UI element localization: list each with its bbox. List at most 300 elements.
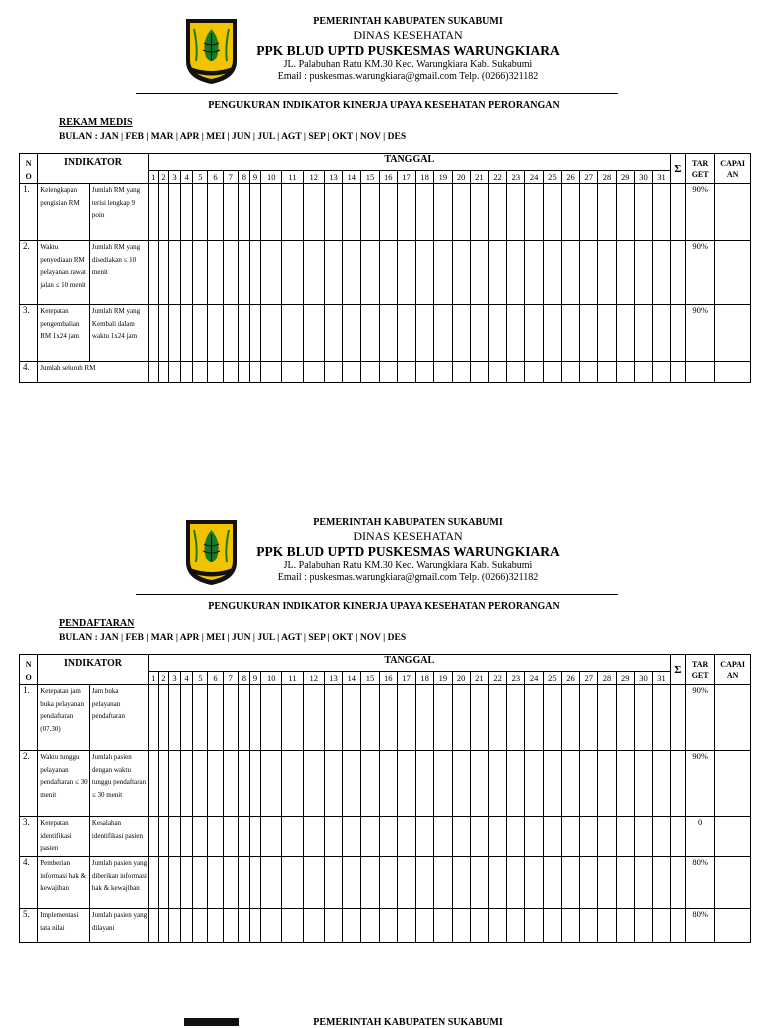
- day-cell[interactable]: [379, 362, 397, 383]
- day-cell[interactable]: [434, 909, 452, 943]
- day-cell[interactable]: [543, 685, 561, 751]
- month-selector[interactable]: BULAN : JAN | FEB | MAR | APR | MEI | JUN | JUL | AGT | SEP | OKT | NOV | DES: [59, 633, 407, 643]
- day-cell[interactable]: [223, 362, 238, 383]
- day-cell[interactable]: [653, 241, 671, 305]
- day-cell[interactable]: [416, 685, 434, 751]
- day-cell[interactable]: [598, 305, 616, 362]
- day-cell[interactable]: [181, 751, 193, 817]
- day-cell[interactable]: [489, 685, 507, 751]
- day-cell[interactable]: [168, 817, 180, 857]
- day-cell[interactable]: [379, 241, 397, 305]
- day-cell[interactable]: [261, 857, 282, 909]
- day-cell[interactable]: [561, 184, 579, 241]
- day-cell[interactable]: [580, 685, 598, 751]
- sum-cell[interactable]: [670, 184, 685, 241]
- day-cell[interactable]: [158, 241, 168, 305]
- day-cell[interactable]: [343, 184, 361, 241]
- day-cell[interactable]: [148, 241, 158, 305]
- day-cell[interactable]: [158, 305, 168, 362]
- day-cell[interactable]: [634, 817, 652, 857]
- day-cell[interactable]: [148, 305, 158, 362]
- day-cell[interactable]: [379, 184, 397, 241]
- day-cell[interactable]: [148, 184, 158, 241]
- day-cell[interactable]: [416, 909, 434, 943]
- day-cell[interactable]: [379, 685, 397, 751]
- day-cell[interactable]: [361, 184, 379, 241]
- day-cell[interactable]: [616, 685, 634, 751]
- day-cell[interactable]: [434, 241, 452, 305]
- day-cell[interactable]: [361, 817, 379, 857]
- day-cell[interactable]: [507, 909, 525, 943]
- day-cell[interactable]: [282, 857, 303, 909]
- day-cell[interactable]: [580, 751, 598, 817]
- day-cell[interactable]: [416, 184, 434, 241]
- sum-cell[interactable]: [670, 685, 685, 751]
- day-cell[interactable]: [158, 184, 168, 241]
- day-cell[interactable]: [452, 184, 470, 241]
- day-cell[interactable]: [343, 685, 361, 751]
- day-cell[interactable]: [193, 241, 208, 305]
- day-cell[interactable]: [653, 857, 671, 909]
- day-cell[interactable]: [434, 857, 452, 909]
- capaian-cell[interactable]: [715, 362, 751, 383]
- day-cell[interactable]: [249, 909, 260, 943]
- day-cell[interactable]: [543, 241, 561, 305]
- day-cell[interactable]: [489, 305, 507, 362]
- day-cell[interactable]: [379, 909, 397, 943]
- day-cell[interactable]: [158, 685, 168, 751]
- day-cell[interactable]: [561, 751, 579, 817]
- day-cell[interactable]: [261, 817, 282, 857]
- day-cell[interactable]: [416, 241, 434, 305]
- day-cell[interactable]: [181, 817, 193, 857]
- day-cell[interactable]: [434, 305, 452, 362]
- day-cell[interactable]: [634, 184, 652, 241]
- day-cell[interactable]: [249, 751, 260, 817]
- day-cell[interactable]: [452, 362, 470, 383]
- day-cell[interactable]: [343, 241, 361, 305]
- day-cell[interactable]: [470, 362, 488, 383]
- day-cell[interactable]: [238, 362, 249, 383]
- day-cell[interactable]: [282, 305, 303, 362]
- day-cell[interactable]: [416, 305, 434, 362]
- day-cell[interactable]: [580, 817, 598, 857]
- day-cell[interactable]: [561, 817, 579, 857]
- day-cell[interactable]: [634, 751, 652, 817]
- day-cell[interactable]: [261, 751, 282, 817]
- day-cell[interactable]: [489, 751, 507, 817]
- day-cell[interactable]: [223, 305, 238, 362]
- day-cell[interactable]: [616, 362, 634, 383]
- day-cell[interactable]: [634, 909, 652, 943]
- day-cell[interactable]: [238, 241, 249, 305]
- day-cell[interactable]: [543, 909, 561, 943]
- day-cell[interactable]: [507, 184, 525, 241]
- capaian-cell[interactable]: [715, 817, 751, 857]
- day-cell[interactable]: [397, 184, 415, 241]
- day-cell[interactable]: [324, 857, 342, 909]
- day-cell[interactable]: [561, 241, 579, 305]
- day-cell[interactable]: [168, 685, 180, 751]
- day-cell[interactable]: [379, 817, 397, 857]
- day-cell[interactable]: [525, 909, 543, 943]
- day-cell[interactable]: [261, 305, 282, 362]
- day-cell[interactable]: [361, 362, 379, 383]
- day-cell[interactable]: [507, 857, 525, 909]
- day-cell[interactable]: [261, 909, 282, 943]
- day-cell[interactable]: [397, 241, 415, 305]
- day-cell[interactable]: [361, 305, 379, 362]
- day-cell[interactable]: [361, 241, 379, 305]
- day-cell[interactable]: [282, 241, 303, 305]
- row-number: 2.: [20, 241, 38, 305]
- day-cell[interactable]: [343, 362, 361, 383]
- day-cell[interactable]: [525, 362, 543, 383]
- day-cell[interactable]: [598, 751, 616, 817]
- day-cell[interactable]: [193, 305, 208, 362]
- day-cell[interactable]: [616, 184, 634, 241]
- day-cell[interactable]: [379, 305, 397, 362]
- day-cell[interactable]: [434, 362, 452, 383]
- day-cell[interactable]: [653, 817, 671, 857]
- day-cell[interactable]: [452, 857, 470, 909]
- day-cell[interactable]: [208, 362, 223, 383]
- day-cell[interactable]: [208, 909, 223, 943]
- day-cell[interactable]: [489, 817, 507, 857]
- day-cell[interactable]: [324, 817, 342, 857]
- day-cell[interactable]: [580, 184, 598, 241]
- day-cell[interactable]: [324, 305, 342, 362]
- day-cell[interactable]: [193, 362, 208, 383]
- day-cell[interactable]: [361, 909, 379, 943]
- day-cell[interactable]: [168, 305, 180, 362]
- day-cell[interactable]: [303, 184, 324, 241]
- day-cell[interactable]: [303, 751, 324, 817]
- day-cell[interactable]: [208, 305, 223, 362]
- day-cell[interactable]: [168, 362, 180, 383]
- day-cell[interactable]: [489, 857, 507, 909]
- day-cell[interactable]: [168, 241, 180, 305]
- day-cell[interactable]: [598, 909, 616, 943]
- day-cell[interactable]: [303, 305, 324, 362]
- day-cell[interactable]: [158, 817, 168, 857]
- day-cell[interactable]: [525, 817, 543, 857]
- day-cell[interactable]: [282, 184, 303, 241]
- day-cell[interactable]: [634, 857, 652, 909]
- day-cell[interactable]: [324, 751, 342, 817]
- day-cell[interactable]: [470, 184, 488, 241]
- day-cell[interactable]: [238, 857, 249, 909]
- day-cell[interactable]: [324, 685, 342, 751]
- day-cell[interactable]: [249, 817, 260, 857]
- sum-cell[interactable]: [670, 817, 685, 857]
- day-cell[interactable]: [343, 857, 361, 909]
- day-cell[interactable]: [261, 241, 282, 305]
- day-cell[interactable]: [470, 909, 488, 943]
- day-cell[interactable]: [181, 362, 193, 383]
- day-cell[interactable]: [148, 909, 158, 943]
- day-cell[interactable]: [168, 751, 180, 817]
- day-cell[interactable]: [303, 241, 324, 305]
- day-cell[interactable]: [193, 857, 208, 909]
- day-cell[interactable]: [208, 184, 223, 241]
- capaian-cell[interactable]: [715, 685, 751, 751]
- day-cell[interactable]: [282, 909, 303, 943]
- month-selector[interactable]: BULAN : JAN | FEB | MAR | APR | MEI | JUN | JUL | AGT | SEP | OKT | NOV | DES: [59, 132, 407, 142]
- day-cell[interactable]: [343, 305, 361, 362]
- day-cell[interactable]: [181, 857, 193, 909]
- sum-cell[interactable]: [670, 909, 685, 943]
- day-cell[interactable]: [324, 362, 342, 383]
- day-cell[interactable]: [193, 909, 208, 943]
- day-cell[interactable]: [525, 857, 543, 909]
- day-cell[interactable]: [158, 751, 168, 817]
- day-cell[interactable]: [303, 685, 324, 751]
- day-cell[interactable]: [397, 305, 415, 362]
- day-cell[interactable]: [282, 685, 303, 751]
- day-cell[interactable]: [598, 857, 616, 909]
- day-cell[interactable]: [361, 685, 379, 751]
- day-cell[interactable]: [416, 362, 434, 383]
- day-cell[interactable]: [489, 909, 507, 943]
- day-cell[interactable]: [168, 909, 180, 943]
- day-cell[interactable]: [598, 184, 616, 241]
- day-cell[interactable]: [470, 685, 488, 751]
- day-cell[interactable]: [489, 241, 507, 305]
- day-cell[interactable]: [507, 751, 525, 817]
- day-cell[interactable]: [470, 241, 488, 305]
- day-cell[interactable]: [158, 362, 168, 383]
- day-cell[interactable]: [249, 362, 260, 383]
- day-cell[interactable]: [507, 241, 525, 305]
- day-cell[interactable]: [193, 184, 208, 241]
- day-cell[interactable]: [379, 751, 397, 817]
- day-cell[interactable]: [489, 362, 507, 383]
- day-cell[interactable]: [434, 184, 452, 241]
- day-cell[interactable]: [193, 751, 208, 817]
- day-cell[interactable]: [543, 184, 561, 241]
- day-cell[interactable]: [507, 685, 525, 751]
- day-cell[interactable]: [282, 362, 303, 383]
- capaian-cell[interactable]: [715, 751, 751, 817]
- day-cell[interactable]: [397, 362, 415, 383]
- day-cell[interactable]: [634, 241, 652, 305]
- day-cell[interactable]: [282, 817, 303, 857]
- day-cell[interactable]: [181, 305, 193, 362]
- day-cell[interactable]: [507, 817, 525, 857]
- day-cell[interactable]: [324, 241, 342, 305]
- day-cell[interactable]: [181, 241, 193, 305]
- day-cell[interactable]: [223, 817, 238, 857]
- day-cell[interactable]: [223, 857, 238, 909]
- day-cell[interactable]: [452, 909, 470, 943]
- day-cell[interactable]: [525, 241, 543, 305]
- day-cell[interactable]: [634, 305, 652, 362]
- day-cell[interactable]: [282, 751, 303, 817]
- day-cell[interactable]: [238, 751, 249, 817]
- day-cell[interactable]: [507, 362, 525, 383]
- day-cell[interactable]: [261, 184, 282, 241]
- day-cell[interactable]: [249, 685, 260, 751]
- sum-cell[interactable]: [670, 305, 685, 362]
- day-cell[interactable]: [580, 909, 598, 943]
- day-cell[interactable]: [452, 241, 470, 305]
- day-cell[interactable]: [653, 362, 671, 383]
- day-cell[interactable]: [208, 817, 223, 857]
- day-cell[interactable]: [653, 305, 671, 362]
- sum-cell[interactable]: [670, 751, 685, 817]
- day-cell[interactable]: [181, 184, 193, 241]
- day-cell[interactable]: [525, 305, 543, 362]
- day-cell[interactable]: [634, 685, 652, 751]
- sum-cell[interactable]: [670, 241, 685, 305]
- day-cell[interactable]: [303, 909, 324, 943]
- day-cell[interactable]: [525, 184, 543, 241]
- day-cell[interactable]: [397, 857, 415, 909]
- day-cell[interactable]: [193, 685, 208, 751]
- day-cell[interactable]: [489, 184, 507, 241]
- day-cell[interactable]: [148, 362, 158, 383]
- day-cell[interactable]: [507, 305, 525, 362]
- day-cell[interactable]: [168, 184, 180, 241]
- day-cell[interactable]: [561, 909, 579, 943]
- day-cell[interactable]: [561, 305, 579, 362]
- day-cell[interactable]: [249, 184, 260, 241]
- day-cell[interactable]: [238, 305, 249, 362]
- day-cell[interactable]: [616, 817, 634, 857]
- day-cell[interactable]: [303, 857, 324, 909]
- day-cell[interactable]: [343, 817, 361, 857]
- day-cell[interactable]: [598, 685, 616, 751]
- day-cell[interactable]: [324, 909, 342, 943]
- day-cell[interactable]: [416, 857, 434, 909]
- day-cell[interactable]: [238, 909, 249, 943]
- day-cell[interactable]: [525, 685, 543, 751]
- day-cell[interactable]: [580, 241, 598, 305]
- day-cell[interactable]: [598, 362, 616, 383]
- day-cell[interactable]: [343, 909, 361, 943]
- day-cell[interactable]: [249, 241, 260, 305]
- day-cell[interactable]: [158, 909, 168, 943]
- day-cell[interactable]: [208, 857, 223, 909]
- day-cell[interactable]: [238, 685, 249, 751]
- day-cell[interactable]: [598, 241, 616, 305]
- day-cell[interactable]: [616, 241, 634, 305]
- capaian-cell[interactable]: [715, 857, 751, 909]
- day-cell[interactable]: [653, 909, 671, 943]
- capaian-cell[interactable]: [715, 184, 751, 241]
- day-cell[interactable]: [616, 857, 634, 909]
- day-cell[interactable]: [470, 305, 488, 362]
- day-cell[interactable]: [158, 857, 168, 909]
- day-cell[interactable]: [653, 685, 671, 751]
- day-cell[interactable]: [148, 817, 158, 857]
- day-cell[interactable]: [223, 241, 238, 305]
- day-cell[interactable]: [598, 817, 616, 857]
- day-cell[interactable]: [238, 184, 249, 241]
- day-cell[interactable]: [397, 909, 415, 943]
- day-cell[interactable]: [543, 751, 561, 817]
- day-cell[interactable]: [452, 817, 470, 857]
- day-cell[interactable]: [397, 817, 415, 857]
- day-cell[interactable]: [434, 685, 452, 751]
- day-cell[interactable]: [223, 184, 238, 241]
- day-cell[interactable]: [249, 857, 260, 909]
- day-cell[interactable]: [580, 305, 598, 362]
- day-cell[interactable]: [249, 305, 260, 362]
- capaian-cell[interactable]: [715, 305, 751, 362]
- day-cell[interactable]: [379, 857, 397, 909]
- day-cell[interactable]: [452, 685, 470, 751]
- day-cell[interactable]: [616, 751, 634, 817]
- day-cell[interactable]: [561, 857, 579, 909]
- day-cell[interactable]: [168, 857, 180, 909]
- day-cell[interactable]: [470, 751, 488, 817]
- day-cell[interactable]: [181, 685, 193, 751]
- day-cell[interactable]: [434, 751, 452, 817]
- day-cell[interactable]: [653, 184, 671, 241]
- day-cell[interactable]: [580, 857, 598, 909]
- day-cell[interactable]: [434, 817, 452, 857]
- day-cell[interactable]: [616, 909, 634, 943]
- day-cell[interactable]: [452, 751, 470, 817]
- day-cell[interactable]: [543, 857, 561, 909]
- day-cell[interactable]: [580, 362, 598, 383]
- day-cell[interactable]: [261, 685, 282, 751]
- day-cell[interactable]: [223, 685, 238, 751]
- day-cell[interactable]: [543, 305, 561, 362]
- day-cell[interactable]: [616, 305, 634, 362]
- day-cell[interactable]: [397, 751, 415, 817]
- day-cell[interactable]: [238, 817, 249, 857]
- day-cell[interactable]: [543, 817, 561, 857]
- day-cell[interactable]: [361, 857, 379, 909]
- day-cell[interactable]: [470, 857, 488, 909]
- day-cell[interactable]: [361, 751, 379, 817]
- day-cell[interactable]: [208, 751, 223, 817]
- day-cell[interactable]: [470, 817, 488, 857]
- day-cell[interactable]: [397, 685, 415, 751]
- day-cell[interactable]: [324, 184, 342, 241]
- day-cell[interactable]: [223, 751, 238, 817]
- day-cell[interactable]: [181, 909, 193, 943]
- capaian-cell[interactable]: [715, 241, 751, 305]
- day-cell[interactable]: [452, 305, 470, 362]
- sum-cell[interactable]: [670, 362, 685, 383]
- day-cell[interactable]: [525, 751, 543, 817]
- capaian-cell[interactable]: [715, 909, 751, 943]
- day-cell[interactable]: [634, 362, 652, 383]
- day-cell[interactable]: [416, 751, 434, 817]
- day-cell[interactable]: [148, 751, 158, 817]
- day-cell[interactable]: [261, 362, 282, 383]
- day-cell[interactable]: [208, 685, 223, 751]
- day-cell[interactable]: [561, 685, 579, 751]
- day-cell[interactable]: [148, 685, 158, 751]
- day-cell[interactable]: [208, 241, 223, 305]
- day-cell[interactable]: [561, 362, 579, 383]
- day-cell[interactable]: [303, 817, 324, 857]
- day-cell[interactable]: [653, 751, 671, 817]
- day-cell[interactable]: [223, 909, 238, 943]
- sum-cell[interactable]: [670, 857, 685, 909]
- day-cell[interactable]: [148, 857, 158, 909]
- day-cell[interactable]: [303, 362, 324, 383]
- day-cell[interactable]: [343, 751, 361, 817]
- day-cell[interactable]: [543, 362, 561, 383]
- day-cell[interactable]: [416, 817, 434, 857]
- day-cell[interactable]: [193, 817, 208, 857]
